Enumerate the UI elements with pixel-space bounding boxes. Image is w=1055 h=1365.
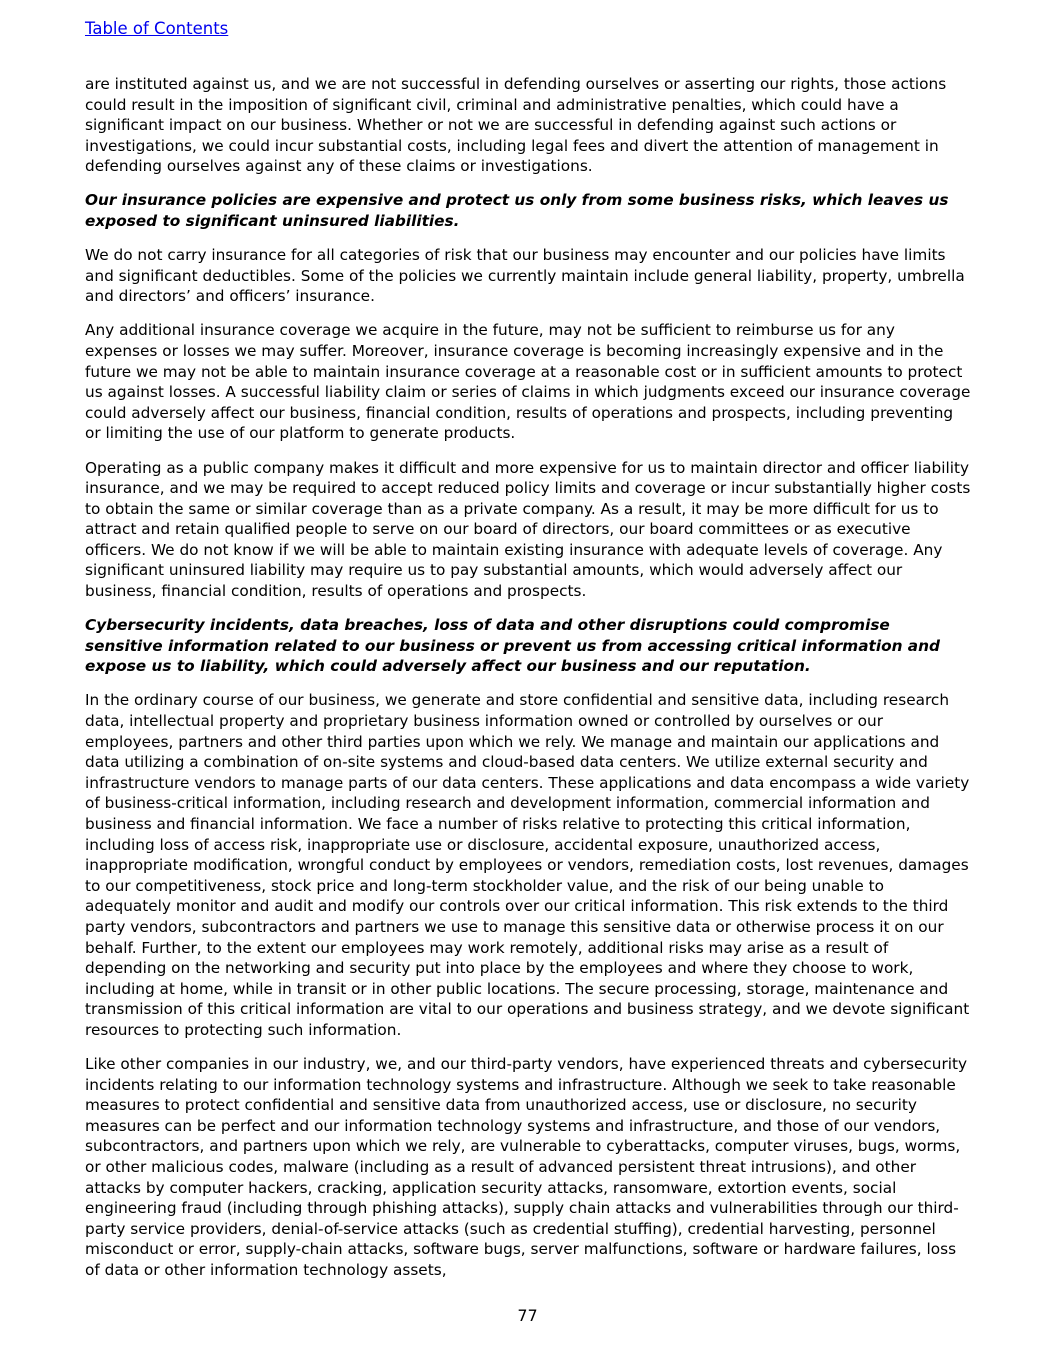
- paragraph: Any additional insurance coverage we acquire in the future, may not be sufficient to reimburse us for any expenses or losses we may suffer. Moreover, insurance coverage is becoming increasingly expensive and in the future we may not be able to maintain insurance coverage at a reasonable cost or in sufficient amounts to protect us against losses. A successful liability claim or series of claims in which judgments exceed our insurance coverage could adversely affect our business, financial condition, results of operations and prospects, including preventing or limiting the use of our platform to generate products.: [85, 321, 971, 443]
- paragraph: We do not carry insurance for all categories of risk that our business may encounter and our policies have limits and significant deductibles. Some of the policies we currently maintain include general liability, property, umbrella and directors’ and officers’ insurance.: [85, 246, 965, 306]
- section-heading-cybersecurity: Cybersecurity incidents, data breaches, loss of data and other disruptions could compromise sensitive information related to our business or prevent us from accessing critical information and expose us to liability, which could adversely affect our business and our reputation.: [85, 616, 940, 676]
- paragraph: Operating as a public company makes it difficult and more expensive for us to maintain director and officer liability insurance, and we may be required to accept reduced policy limits and coverage or incur substantially higher costs to obtain the same or similar coverage than as a private company. As a result, it may be more difficult for us to attract and retain qualified people to serve on our board of directors, our board committees or as executive officers. We do not know if we will be able to maintain existing insurance with adequate levels of coverage. Any significant uninsured liability may require us to pay substantial amounts, which would adversely affect our business, financial condition, results of operations and prospects.: [85, 458, 971, 601]
- section-heading-insurance: Our insurance policies are expensive and protect us only from some business risks, which leaves us exposed to significant uninsured liabilities.: [85, 191, 949, 231]
- paragraph: Like other companies in our industry, we, and our third-party vendors, have experienced threats and cybersecurity incidents relating to our information technology systems and infrastructure. Although we seek to take reasonable measures to protect confidential and sensitive data from unauthorized access, use or disclosure, no security measures can be perfect and our information technology systems and infrastructure, and those of our vendors, subcontractors, and partners upon which we rely, are vulnerable to cyberattacks, computer viruses, bugs, worms, or other malicious codes, malware (including as a result of advanced persistent threat intrusions), and other attacks by computer hackers, cracking, application security attacks, ransomware, extortion events, social engineering fraud (including through phishing attacks), supply chain attacks and vulnerabilities through our third-party service providers, denial-of-service attacks (such as credential stuffing), credential harvesting, personnel misconduct or error, supply-chain attacks, software bugs, server malfunctions, software or hardware failures, loss of data or other information technology assets,: [85, 1055, 968, 1279]
- paragraph: are instituted against us, and we are not successful in defending ourselves or asserting our rights, those actions could result in the imposition of significant civil, criminal and administrative penalties, which could have a significant impact on our business. Whether or not we are successful in defending against such actions or investigations, we could incur substantial costs, including legal fees and divert the attention of management in defending ourselves against any of these claims or investigations.: [85, 75, 947, 176]
- table-of-contents-link[interactable]: Table of Contents: [85, 19, 229, 38]
- document-body: [85, 74, 971, 1294]
- page-number: 77: [517, 1306, 538, 1325]
- paragraph: In the ordinary course of our business, we generate and store confidential and sensitive data, including research data, intellectual property and proprietary business information owned or controlled by ourselves or our employees, partners and other third parties upon which we rely. We manage and maintain our applications and data utilizing a combination of on-site systems and cloud-based data centers. We utilize external security and infrastructure vendors to manage parts of our data centers. These applications and data encompass a wide variety of business-critical information, including research and development information, commercial information and business and financial information. We face a number of risks relative to protecting this critical information, including loss of access risk, inappropriate use or disclosure, accidental exposure, unauthorized access, inappropriate modification, wrongful conduct by employees or vendors, remediation costs, lost revenues, damages to our competitiveness, stock price and long-term stockholder value, and the risk of our being unable to adequately monitor and audit and modify our controls over our critical information. This risk extends to the third party vendors, subcontractors and partners we use to manage this sensitive data or otherwise process it on our behalf. Further, to the extent our employees may work remotely, additional risks may arise as a result of depending on the networking and security put into place by the employees and where they choose to work, including at home, while in transit or in other public locations. The secure processing, storage, maintenance and transmission of this critical information are vital to our operations and business strategy, and we devote significant resources to protecting such information.: [85, 691, 970, 1039]
